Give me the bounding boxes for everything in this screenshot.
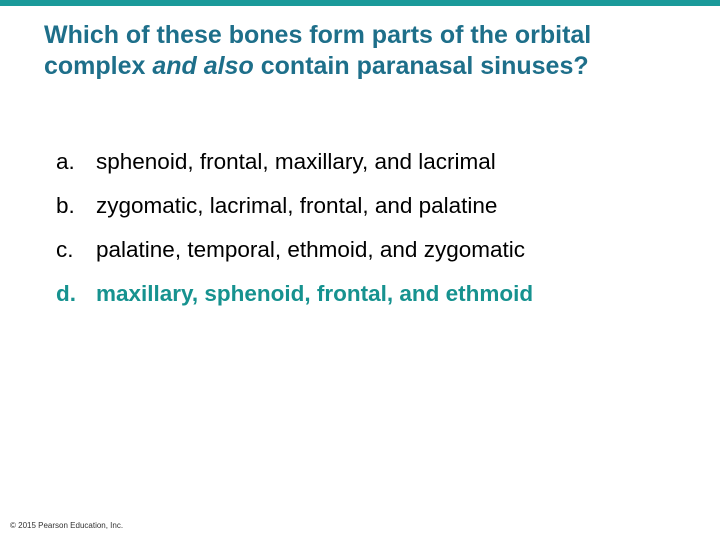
- copyright-notice: © 2015 Pearson Education, Inc.: [10, 521, 124, 530]
- top-accent-bar: [0, 0, 720, 6]
- answer-option-a: [56, 140, 533, 184]
- option-letter: c.: [56, 237, 74, 262]
- option-letter: a.: [56, 149, 75, 174]
- answer-options-list: [56, 140, 533, 316]
- option-text: zygomatic, lacrimal, frontal, and palatine: [96, 193, 498, 218]
- option-letter: b.: [56, 193, 75, 218]
- option-text: maxillary, sphenoid, frontal, and ethmoid: [96, 281, 534, 306]
- question-title: [44, 20, 684, 82]
- question-emphasis: and also: [152, 52, 254, 80]
- option-letter: d.: [56, 281, 76, 306]
- option-text: palatine, temporal, ethmoid, and zygomatic: [96, 237, 525, 262]
- option-text: sphenoid, frontal, maxillary, and lacrimal: [96, 149, 496, 174]
- answer-option-d-correct: [56, 272, 533, 316]
- answer-option-b: [56, 184, 533, 228]
- question-text-part2: contain paranasal sinuses?: [253, 52, 589, 80]
- question-text-part1: Which of these bones form parts of the orbital complex: [44, 21, 592, 80]
- answer-option-c: [56, 228, 533, 272]
